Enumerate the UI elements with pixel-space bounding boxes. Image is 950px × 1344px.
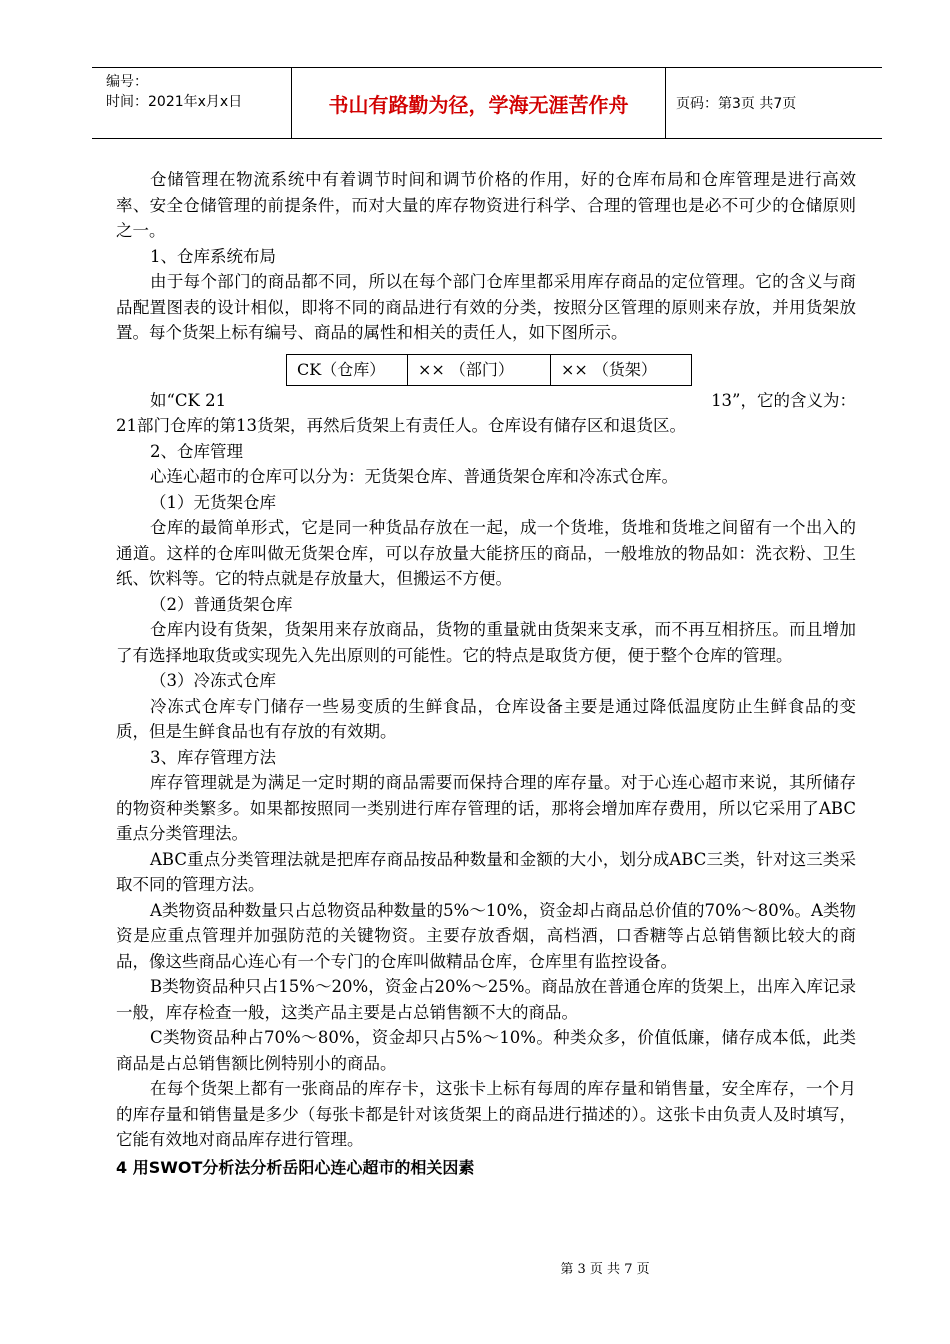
paragraph: 心连心超市的仓库可以分为：无货架仓库、普通货架仓库和冷冻式仓库。 <box>150 467 678 486</box>
paragraph: 仓库内设有货架，货架用来存放商品，货物的重量就由货架来支承，而不再互相挤压。而且增加了有选择地取货或实现先入先出原则的可能性。它的特点是取货方便，便于整个仓库的管理。 <box>116 620 856 665</box>
example-right: 13”，它的含义为： <box>711 390 856 410</box>
paragraph: 由于每个部门的商品都不同，所以在每个部门仓库里都采用库存商品的定位管理。它的含义与商品配置图表的设计相似，即将不同的商品进行有效的分类，按照分区管理的原则来存放，并用货架放置。每个货架上标有编号、商品的属性和相关的责任人，如下图所示。 <box>116 272 856 342</box>
paragraph: B类物资品种只占15%～20%，资金占20%～25%。商品放在普通仓库的货架上，出库入库记录一般，库存检查一般，这类产品主要是占总销售额不大的商品。 <box>116 977 856 1022</box>
paragraph: 仓储管理在物流系统中有着调节时间和调节价格的作用，好的仓库布局和仓库管理是进行高效率、安全仓储管理的前提条件，而对大量的库存物资进行科学、合理的管理也是必不可少的仓储原则之一。 <box>116 170 856 240</box>
subsection-heading: （3）冷冻式仓库 <box>150 671 276 690</box>
header-page-info: 页码：第3页 共7页 <box>676 96 797 112</box>
header-meta <box>92 68 292 138</box>
paragraph: ABC重点分类管理法就是把库存商品按品种数量和金额的大小，划分成ABC三类，针对这三类采取不同的管理方法。 <box>116 849 856 894</box>
header-motto: 书山有路勤为径，学海无涯苦作舟 <box>292 68 666 138</box>
paragraph: A类物资品种数量只占总物资品种数量的5%～10%，资金却占商品总价值的70%～80%。A类物资是应重点管理并加强防范的关键物资。主要存放香烟，高档酒，口香糖等占总销售额比较大的商品，像这些商品心连心有一个专门的仓库叫做精品仓库，仓库里有监控设备。 <box>116 900 856 971</box>
example-line <box>116 388 856 414</box>
table-cell-warehouse: CK（仓库） <box>287 354 408 385</box>
chapter-heading: 4 用SWOT分析法分析岳阳心连心超市的相关因素 <box>116 1157 475 1177</box>
paragraph: C类物资品种占70%～80%，资金却只占5%～10%。种类众多，价值低廉，储存成本低，此类商品是占总销售额比例特别小的商品。 <box>116 1028 856 1073</box>
page-footer: 第 3 页 共 7 页 <box>560 1262 650 1277</box>
example-left: 如“CK 21 <box>150 390 227 410</box>
section-heading: 3、库存管理方法 <box>150 747 276 767</box>
paragraph: 库存管理就是为满足一定时期的商品需要而保持合理的库存量。对于心连心超市来说，其所储存的物资种类繁多。如果都按照同一类别进行库存管理的话，那将会增加库存费用，所以它采用了ABC重点分类管理法。 <box>116 773 856 843</box>
paragraph: 21部门仓库的第13货架，再然后货架上有责任人。仓库设有储存区和退货区。 <box>116 416 686 435</box>
paragraph: 仓库的最简单形式，它是同一种货品存放在一起，成一个货堆，货堆和货堆之间留有一个出入的通道。这样的仓库叫做无货架仓库，可以存放量大能挤压的商品，一般堆放的物品如：洗衣粉、卫生纸、饮料等。它的特点就是存放量大，但搬运不方便。 <box>116 518 856 588</box>
subsection-heading: （2）普通货架仓库 <box>150 594 293 614</box>
paragraph: 在每个货架上都有一张商品的库存卡，这张卡上标有每周的库存量和销售量，安全库存，一个月的库存量和销售量是多少（每张卡都是针对该货架上的商品进行描述的）。这张卡由负责人及时填写，它能有效地对商品库存进行管理。 <box>116 1079 856 1149</box>
section-heading: 1、仓库系统布局 <box>150 246 276 266</box>
number-label: 编号： <box>106 74 148 90</box>
subsection-heading: （1）无货架仓库 <box>150 492 276 512</box>
section-heading: 2、仓库管理 <box>150 441 243 461</box>
document-body <box>116 167 856 1180</box>
table-cell-department: ×× （部门） <box>408 354 551 385</box>
time-label: 时间：2021年x月x日 <box>106 94 243 110</box>
page-header <box>92 67 882 139</box>
paragraph: 冷冻式仓库专门储存一些易变质的生鲜食品，仓库设备主要是通过降低温度防止生鲜食品的变质，但是生鲜食品也有存放的有效期。 <box>116 696 856 741</box>
table-row <box>287 354 692 385</box>
table-cell-shelf: ×× （货架） <box>551 354 692 385</box>
shelf-label-table <box>286 354 692 386</box>
